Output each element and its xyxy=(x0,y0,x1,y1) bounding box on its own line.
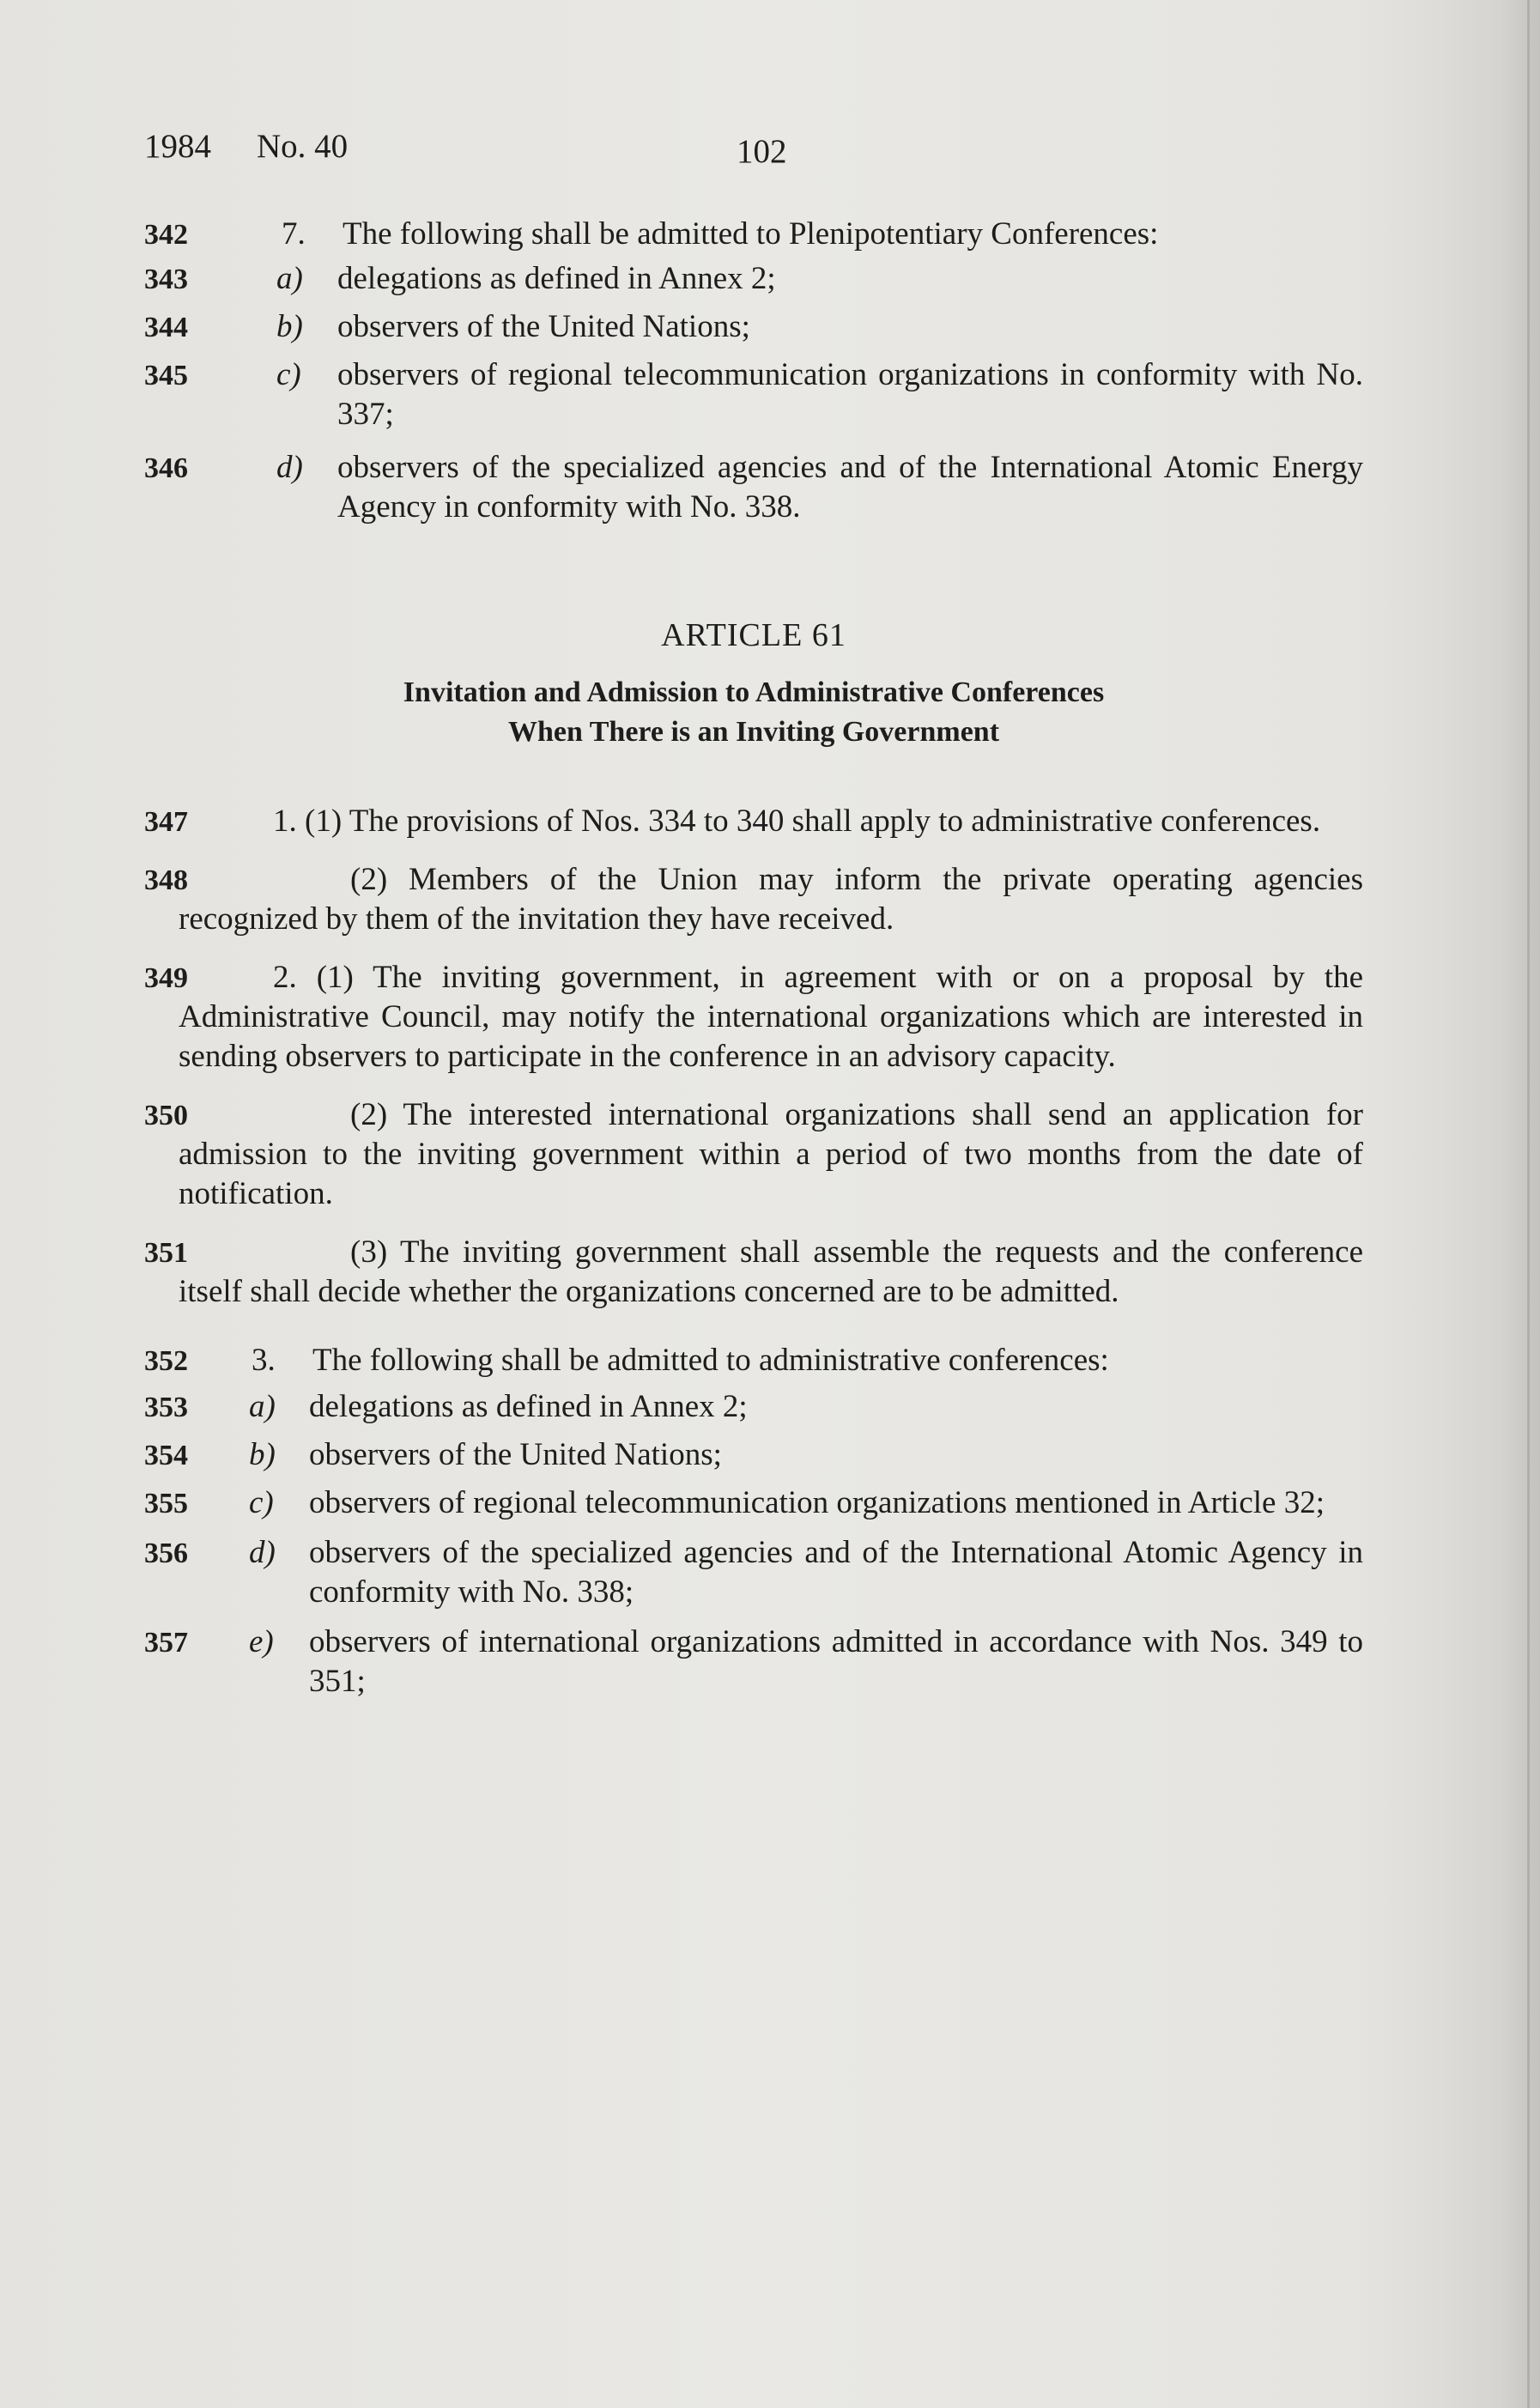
provision-348 xyxy=(144,860,1363,939)
provision-344 xyxy=(144,307,1363,347)
provision-number: 353 xyxy=(144,1392,188,1423)
provision-label: b) xyxy=(276,309,303,344)
provision-number: 344 xyxy=(144,312,188,343)
provision-346 xyxy=(144,448,1363,527)
provision-text: 2. (1) The inviting government, in agreement with or on a proposal by the Administrative Council, may notify the international organizations which are interested in sending observers to participate in the conference in an advisory capacity. xyxy=(179,960,1363,1074)
article-subtitle xyxy=(144,673,1363,752)
provision-text: (2) Members of the Union may inform the private operating agencies recognized by them of the invitation they have received. xyxy=(179,862,1363,937)
provision-351 xyxy=(144,1233,1363,1312)
provision-label: 7. xyxy=(282,216,306,252)
provision-label: c) xyxy=(249,1485,274,1520)
provision-text: observers of the specialized agencies and of the International Atomic Agency in conformity with No. 338; xyxy=(309,1535,1363,1610)
provision-number: 354 xyxy=(144,1440,188,1471)
provision-343 xyxy=(144,259,1363,299)
provision-text: observers of the United Nations; xyxy=(309,1437,722,1472)
header-number: No. 40 xyxy=(257,128,349,165)
provision-text: (2) The interested international organizations shall send an application for admission to the inviting government within a period of two months from the date of notification. xyxy=(179,1097,1363,1211)
provision-label: d) xyxy=(249,1535,276,1570)
provision-number: 345 xyxy=(144,360,188,391)
page-number: 102 xyxy=(737,133,787,170)
article-subtitle-line-2: When There is an Inviting Government xyxy=(507,716,1000,748)
provision-number: 352 xyxy=(144,1345,188,1377)
provision-text: observers of international organizations admitted in accordance with Nos. 349 to 351; xyxy=(309,1624,1363,1699)
article-subtitle-line-1: Invitation and Admission to Administrative Conferences xyxy=(403,676,1105,708)
plenipotentiary-admission-list xyxy=(144,215,1363,527)
header-year: 1984 xyxy=(144,128,211,165)
provision-label: e) xyxy=(249,1624,274,1659)
provision-text: (3) The inviting government shall assemble the requests and the conference itself shall decide whether the organizations concerned are to be admitted. xyxy=(179,1234,1363,1309)
page-gutter-shadow xyxy=(1501,0,1540,2408)
provision-label: a) xyxy=(276,261,303,296)
provision-354 xyxy=(144,1435,1363,1475)
provision-352 xyxy=(144,1341,1363,1380)
provision-number: 347 xyxy=(144,806,188,838)
provision-label: 3. xyxy=(252,1343,276,1378)
administrative-admission-list xyxy=(144,1341,1363,1701)
provision-number: 357 xyxy=(144,1627,188,1659)
provision-345 xyxy=(144,355,1363,434)
provision-number: 356 xyxy=(144,1538,188,1569)
provision-number: 351 xyxy=(144,1237,188,1269)
provision-353 xyxy=(144,1387,1363,1427)
provision-350 xyxy=(144,1095,1363,1214)
provision-text: delegations as defined in Annex 2; xyxy=(309,1389,748,1424)
provision-number: 348 xyxy=(144,864,188,896)
article-title: ARTICLE 61 xyxy=(661,617,846,653)
provision-text: The following shall be admitted to administrative conferences: xyxy=(312,1343,1109,1378)
provision-number: 349 xyxy=(144,962,188,994)
article-body xyxy=(144,802,1363,1312)
book-spine-edge xyxy=(1527,0,1530,2408)
provision-text: observers of the United Nations; xyxy=(337,309,750,344)
provision-text: The following shall be admitted to Plenipotentiary Conferences: xyxy=(343,216,1159,252)
provision-number: 343 xyxy=(144,264,188,295)
page-content xyxy=(144,127,1363,1701)
provision-text: observers of regional telecommunication organizations in conformity with No. 337; xyxy=(337,357,1363,432)
provision-number: 350 xyxy=(144,1100,188,1131)
provision-label: d) xyxy=(276,450,303,485)
provision-355 xyxy=(144,1483,1363,1523)
provision-356 xyxy=(144,1533,1363,1612)
provision-text: observers of regional telecommunication organizations mentioned in Article 32; xyxy=(309,1485,1325,1520)
provision-357 xyxy=(144,1623,1363,1701)
provision-text: delegations as defined in Annex 2; xyxy=(337,261,776,296)
provision-label: a) xyxy=(249,1389,276,1424)
running-header xyxy=(144,127,1363,179)
provision-label: b) xyxy=(249,1437,276,1472)
provision-349 xyxy=(144,958,1363,1077)
provision-347 xyxy=(144,802,1363,841)
provision-number: 355 xyxy=(144,1488,188,1519)
provision-text: observers of the specialized agencies and of the International Atomic Energy Agency in conformity with No. 338. xyxy=(337,450,1363,525)
provision-number: 346 xyxy=(144,452,188,484)
provision-text: 1. (1) The provisions of Nos. 334 to 340 shall apply to administrative conferences. xyxy=(273,804,1321,839)
provision-label: c) xyxy=(276,357,301,392)
provision-342 xyxy=(144,215,1363,254)
provision-number: 342 xyxy=(144,219,188,251)
